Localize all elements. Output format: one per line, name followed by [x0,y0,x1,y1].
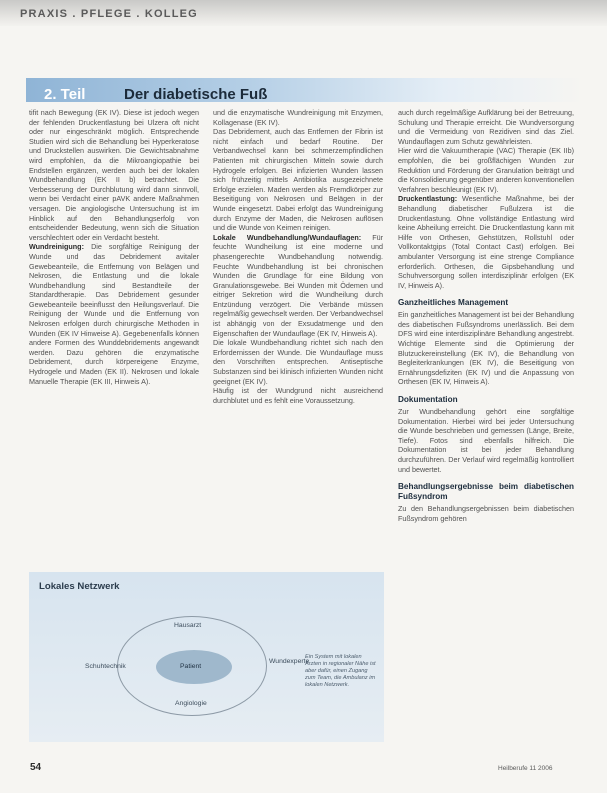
infobox-title: Lokales Netzwerk [39,581,120,592]
section-label: PRAXIS . PFLEGE . KOLLEG [20,8,198,20]
article-title: Der diabetische Fuß [124,86,268,103]
text-column-3 [398,108,574,766]
paragraph-lead: Druckentlastung: [398,194,458,204]
paragraph: Wundreinigung: Die sorgfältige Reinigung der Wunde und das Debridement avitaler Gewebeanteile, die Entfernung von Belägen und Nekrosen, die Entlastung und die lokale Wundbehandlung sind Bestandteile der Standardtherapie. Das Debridement gesunder Gewebeanteile beeinflusst den Heilungsverlauf. Die Reinigung der Wunde und die Entfernung von Nekrosen erfolgen durch chirurgische Methoden in Wunden (EK IV Hinweise A). Gegebenenfalls können andere Formen des Wunddebridements angewandt werden. Dazu gehören die enzymatische Debridement, durch körpereigene Enzyme, Hydrogele und Maden (EK II). Nekrosen und lokale Manuelle Therapie (EK III, Hinweis A). [29,242,199,386]
paragraph: Zu den Behandlungsergebnissen beim diabetischen Fußsyndrom gehören [398,504,574,523]
paragraph: Hier wird die Vakuumtherapie (VAC) Therapie (EK IIb) empfohlen, die bei großflächigen Wunden zur Reduktion und Förderung der Granulation beiträgt und die Konsolidierung gegenüber anderen konventionellen Verfahren beschleunigt (EK IV). [398,146,574,194]
section-heading: Behandlungsergebnisse beim diabetischen Fußsyndrom [398,482,574,502]
paragraph-lead: Wundreinigung: [29,242,84,252]
paragraph: Zur Wundbehandlung gehört eine sorgfältige Dokumentation. Hierbei wird bei jeder Untersuchung die Wunde beschrieben und gemessen (Länge, Breite, Tiefe). Fotos sind ebenfalls hilfreich. Die Dokumentation ist bei jeder Behandlung durchzuführen. Der Verlauf wird regelmäßig kontrolliert und bewertet. [398,407,574,474]
paragraph: Häufig ist der Wundgrund nicht ausreichend durchblutet und es fehlt eine Voraussetzung. [213,386,383,405]
paragraph-lead: Lokale Wundbehandlung/Wundauflagen: [213,232,362,242]
section-heading: Dokumentation [398,395,458,405]
paragraph: Das Debridement, auch das Entfernen der Fibrin ist nicht einfach und bedarf Routine. Der Verbandwechsel kann bei schmerzempfindlichen Patienten mit chirurgischen Mitteln sowie durch Hydrogele erfolgen. Bei infizierten Wunden lassen sich frühzeitig mittels Antibiotika ausgezeichnete Erfolge erzielen. Maden werden als Fremdkörper zur Beseitigung von Nekrosen und Belägen in der Wunde eingesetzt. Dabei erfolgt das Wundreinigung durch Enzyme der Maden, die Nekrosen auflösen und die Wunde von Keimen reinigen. [213,127,383,233]
paragraph: tifit nach Bewegung (EK IV). Diese ist jedoch wegen der fehlenden Druckentlastung bei Ulzera oft nicht oder nur eingeschränkt möglich. Entsprechende Studien wird sich die Behandlung bei Hyperkeratose und Druckstellen auswirken. Die Gewichtsabnahme wird empfohlen, da die Mikroangiopathie bei Endstellen ergänzen, werden auch bei der lokalen Wundbehandlung (EK II b) betrachtet. Die Verbesserung der Durchblutung wird dann sinnvoll, wenn bei Verdacht einer pAVK andere Maßnahmen versagen. Die angiologische Untersuchung ist im Hinblick auf den Behandlungserfolg von entscheidender Bedeutung, wenn sich die Situation verschlechtert oder ein Verdacht besteht. [29,108,199,242]
network-label-bottom: Angiologie [175,700,207,707]
paragraph: Druckentlastung: Wesentliche Maßnahme, bei der Behandlung diabetischer Fußulzera ist die Druckentlastung. Ohne vollständige Entlastung wird keine Abheilung erreicht. Die Druckentlastung kann mit Hilfe von Orthesen, Gehstützen, Rollstuhl oder Vollkontaktgips (Total Contact Cast) erfolgen. Bei ambulanter Versorgung ist eine strenge Compliance erforderlich. Orthesen, die Gipsbehandlung und Schuhversorgung sollen interdisziplinär erfolgen (EK IV, Hinweis A). [398,194,574,290]
page-header [0,0,607,26]
paragraph: Die lokale Wundbehandlung richtet sich nach den Erfordernissen der Wunde. Die Wundauflage muss den Vorschriften entsprechen. Antiseptische Substanzen sind bei klinisch infizierten Wunden nicht geeignet (EK IV). [213,338,383,386]
journal-footer: Heilberufe 11 2006 [498,765,553,772]
text-column-1 [29,108,199,578]
paragraph: auch durch regelmäßige Aufklärung bei der Betreuung, Schulung und Therapie erreicht. Die Wundversorgung und die Vermeidung von Rezidiven sind das Ziel. Wundauflagen zum Schutz gewährleisten. [398,108,574,146]
patient-label: Patient [180,663,202,670]
network-infobox [29,572,384,742]
text-column-2 [213,108,383,578]
section-heading: Ganzheitliches Management [398,298,509,308]
paragraph: und die enzymatische Wundreinigung mit Enzymen, Kollagenase (EK IV). [213,108,383,127]
paragraph: Lokale Wundbehandlung/Wundauflagen: Für feuchte Wundheilung ist eine moderne und phasengerechte Wundbehandlung notwendig. Feuchte Wundbehandlung ist bei chronischen Wunden die Grundlage für eine Bildung von Granulationsgewebe. Bei Wunden mit Ödemen und eitriger Sekretion wird die Wundheilung durch Entzündung verzögert. Die Verbände müssen regelmäßig gewechselt werden. Der Verbandwechsel ist abhängig von der Exsudatmenge und den Eigenschaften der Wundauflage (EK IV, Hinweis A). [213,232,383,338]
article-part: 2. Teil [44,86,86,103]
infobox-caption: Ein System mit lokalen Ärzten in regionaler Nähe ist aber dafür, einen Zugang zum Team, die Ambulanz im lokalen Netzwerk. [305,654,376,688]
title-bar [26,78,584,102]
paragraph: Ein ganzheitliches Management ist bei der Behandlung des diabetischen Fußsyndroms unerlässlich. Bei dem DFS wird eine interdisziplinäre Behandlung angestrebt. Wichtige Elemente sind die Optimierung der Blutzuckereinstellung (EK IV), die Behandlung von Begleiterkrankungen (EK IV), die Beseitigung von Ernährungsdefiziten (EK IV) und die Anpassung von Orthesen (EK IV, Hinweis A). [398,310,574,387]
network-label-right: Wundexperte [269,658,310,665]
network-label-top: Hausarzt [174,622,202,629]
network-label-left: Schuhtechnik [85,663,126,670]
page-number: 54 [30,762,42,773]
